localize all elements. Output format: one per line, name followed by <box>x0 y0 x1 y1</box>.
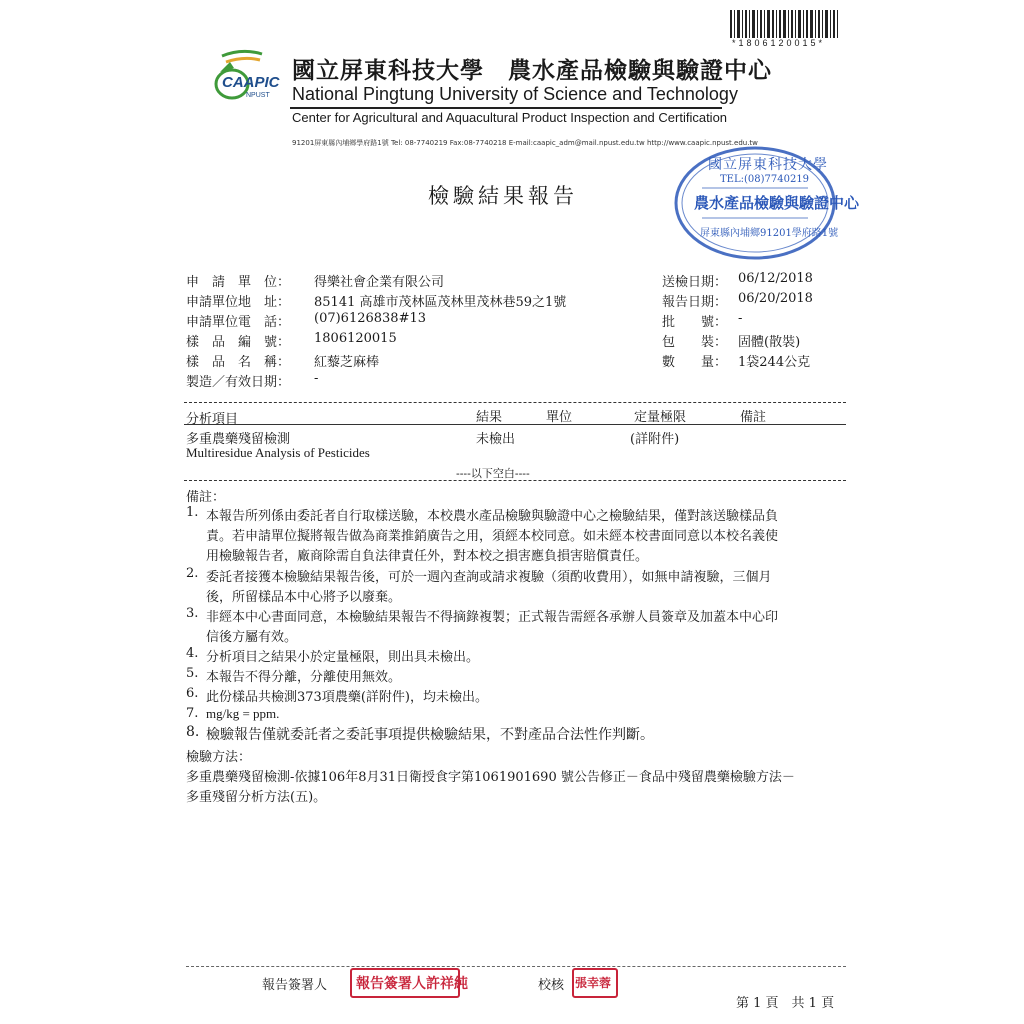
remarks-title: 備註： <box>186 490 226 505</box>
remark-3-num: 3. <box>186 606 199 621</box>
remark-8-num: 8. <box>186 724 200 740</box>
info-label-applicant: 申 請 單 位： <box>186 275 291 290</box>
method-line-2: 多重殘留分析方法(五)。 <box>186 790 327 805</box>
barcode-text: *1806120015* <box>732 38 826 48</box>
table-header-note: 備註 <box>740 410 767 425</box>
info-label-phone: 申請單位電 話： <box>186 315 291 330</box>
table-header-limit: 定量極限 <box>634 410 687 425</box>
remark-2-line-2: 後，所留樣品本中心將予以廢棄。 <box>206 590 402 605</box>
remark-6-line-1: 此份樣品共檢測373項農藥(詳附件)，均未檢出。 <box>206 690 488 705</box>
remark-3-line-1: 非經本中心書面同意，本檢驗結果報告不得摘錄複製；正式報告需經各承辦人員簽章及加蓋本中心印 <box>206 610 779 625</box>
remark-7-num: 7. <box>186 706 199 721</box>
info-label-sample-name: 樣 品 名 稱： <box>186 355 291 370</box>
caapic-logo <box>212 48 278 104</box>
table-header-item: 分析項目 <box>186 412 239 427</box>
info-label-dates: 製造／有效日期： <box>186 375 291 390</box>
header-divider <box>290 107 722 109</box>
remark-5-line-1: 本報告不得分離，分離使用無效。 <box>206 670 402 685</box>
table-bottom-rule <box>184 480 846 481</box>
table-header-rule <box>184 424 846 425</box>
table-row-limit: (詳附件) <box>630 432 680 447</box>
header-contact: 91201屏東縣內埔鄉學府路1號 Tel: 08-7740219 Fax:08-7740218 E-mail:caapic_adm@mail.npust.edu.tw http://www.caapic.npust.edu.tw <box>292 139 758 147</box>
remark-5-num: 5. <box>186 666 199 681</box>
remark-1-line-3: 用檢驗報告者，廠商除需自負法律責任外，對本校之損害應負損害賠償責任。 <box>206 549 649 564</box>
info-value-package: 固體(散裝) <box>738 335 801 350</box>
logo-text: CAAPIC <box>222 74 280 91</box>
table-header-unit: 單位 <box>546 410 573 425</box>
remark-8-line-1: 檢驗報告僅就委託者之委託事項提供檢驗結果，不對產品合法性作判斷。 <box>206 727 654 743</box>
info-value-report-date: 06/20/2018 <box>738 291 813 306</box>
info-label-address: 申請單位地 址： <box>186 295 291 310</box>
stamp-line-2: TEL:(08)7740219 <box>720 174 810 185</box>
table-row-result: 未檢出 <box>476 432 516 447</box>
info-value-dates: - <box>314 371 319 386</box>
info-label-quantity: 數 量： <box>662 355 728 370</box>
info-value-phone: (07)6126838#13 <box>314 311 427 326</box>
remark-1-line-1: 本報告所列係由委託者自行取樣送驗，本校農水產品檢驗與驗證中心之檢驗結果，僅對該送驗樣品負 <box>206 509 779 524</box>
header-title-zh: 國立屏東科技大學 農水產品檢驗與驗證中心 <box>292 58 772 84</box>
remark-6-num: 6. <box>186 686 199 701</box>
checker-stamp-text: 張幸蓉 <box>575 976 612 990</box>
stamp-line-1: 國立屏東科技大學 <box>708 157 828 173</box>
footer-rule <box>186 966 846 967</box>
method-title: 檢驗方法： <box>186 750 252 765</box>
info-label-submit-date: 送檢日期： <box>662 275 728 290</box>
report-title: 檢驗結果報告 <box>428 184 578 208</box>
remark-4-num: 4. <box>186 646 199 661</box>
stamp-line-3: 農水產品檢驗與驗證中心 <box>694 194 860 212</box>
stamp-line-4: 屏東縣內埔鄉91201學府路1號 <box>700 228 839 239</box>
remark-3-line-2: 信後方屬有效。 <box>206 630 298 645</box>
info-value-sample-name: 紅藜芝麻棒 <box>314 355 380 370</box>
info-value-quantity: 1袋244公克 <box>738 355 811 370</box>
info-label-sample-no: 樣 品 編 號： <box>186 335 291 350</box>
info-value-sample-no: 1806120015 <box>314 331 397 346</box>
checker-stamp <box>572 968 618 998</box>
table-header-result: 結果 <box>476 410 503 425</box>
logo-subtext: NPUST <box>246 92 270 99</box>
remark-7-line-1: mg/kg = ppm. <box>206 706 280 721</box>
remark-2-line-1: 委託者接獲本檢驗結果報告後，可於一週內查詢或請求複驗（須酌收費用），如無申請複驗，三個月 <box>206 570 772 585</box>
page-info: 第 1 頁 共 1 頁 <box>736 996 835 1011</box>
signer-label: 報告簽署人 <box>262 978 328 993</box>
table-row-item: 多重農藥殘留檢測 <box>186 432 291 447</box>
table-top-rule <box>184 402 846 403</box>
header-subtitle-en: Center for Agricultural and Aquacultural Product Inspection and Certification <box>292 110 728 125</box>
method-line-1: 多重農藥殘留檢測-依據106年8月31日衛授食字第1061901690 號公告修正－食品中殘留農藥檢驗方法－ <box>186 770 795 785</box>
info-label-package: 包 裝： <box>662 335 728 350</box>
checker-label: 校核 <box>538 978 565 993</box>
table-blank-note: ----以下空白---- <box>456 467 530 480</box>
info-value-batch: - <box>738 311 743 326</box>
official-stamp <box>672 144 860 262</box>
barcode <box>728 10 840 48</box>
info-value-submit-date: 06/12/2018 <box>738 271 813 286</box>
header-title-en: National Pingtung University of Science and Technology <box>292 84 738 104</box>
remark-4-line-1: 分析項目之結果小於定量極限，則出具未檢出。 <box>206 650 480 665</box>
info-value-address: 85141 高雄市茂林區茂林里茂林巷59之1號 <box>314 295 567 310</box>
table-row-item-en: Multiresidue Analysis of Pesticides <box>186 445 370 460</box>
remark-1-num: 1. <box>186 505 199 520</box>
barcode-bars <box>728 10 840 38</box>
remark-2-num: 2. <box>186 566 199 581</box>
remark-1-line-2: 責。若申請單位擬將報告做為商業推銷廣告之用，須經本校同意。如未經本校書面同意以本校名義使 <box>206 529 779 544</box>
info-label-batch: 批 號： <box>662 315 728 330</box>
signer-stamp-text: 報告簽署人許祥純 <box>356 976 468 992</box>
signer-stamp <box>350 968 468 998</box>
info-label-report-date: 報告日期： <box>662 295 728 310</box>
info-value-applicant: 得樂社會企業有限公司 <box>314 275 445 290</box>
